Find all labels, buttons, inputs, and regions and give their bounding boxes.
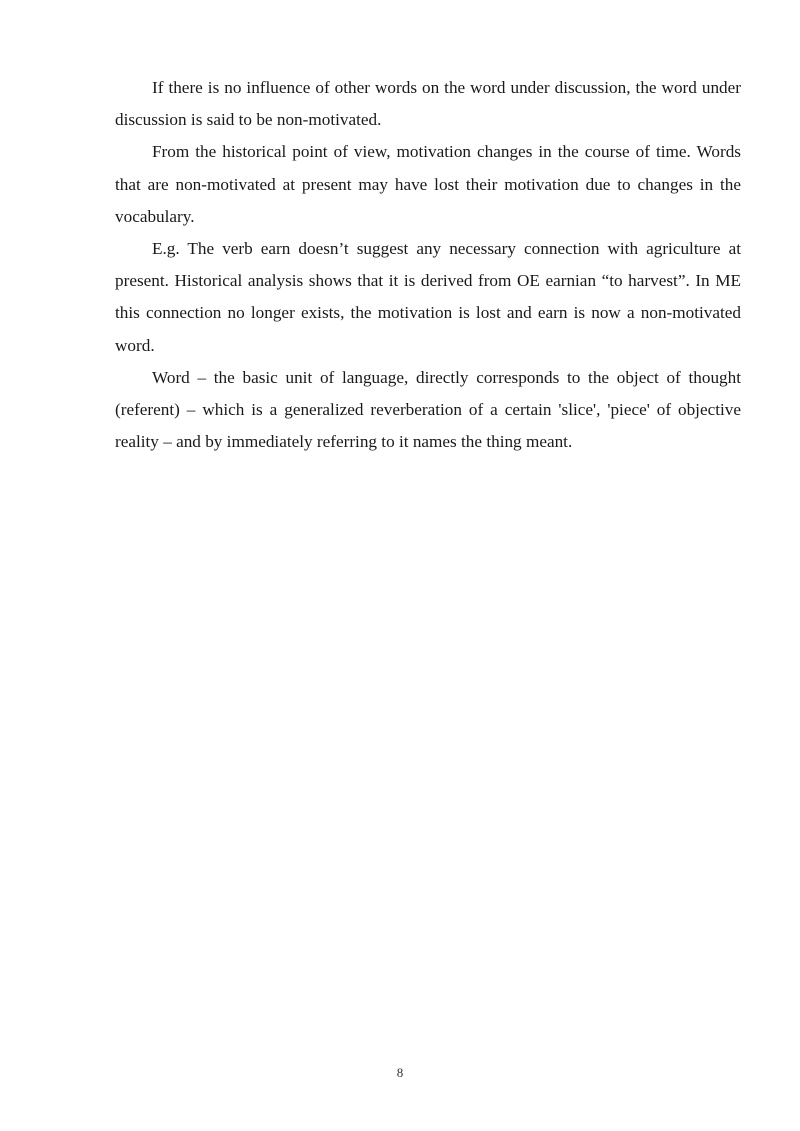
paragraph-earn-example: E.g. The verb earn doesn’t suggest any necessary connection with agriculture at present. Historical analysis shows that it is derived from OE earnian “to harvest”. In ME this connection no longer exists, the motivation is lost and earn is now a non-motivated word. xyxy=(115,239,741,355)
paragraph-word-definition: Word – the basic unit of language, directly corresponds to the object of thought (referent) – which is a generalized reverberation of a certain 'slice', 'piece' of objective reality – and by immediately referring to it names the thing meant. xyxy=(115,367,741,452)
page-number: 8 xyxy=(396,1065,404,1080)
paragraph-non-motivated: If there is no influence of other words on the word under discussion, the word under discussion is said to be non-motivated. xyxy=(115,78,741,130)
body-text xyxy=(115,72,741,458)
paragraph-historical-motivation: From the historical point of view, motivation changes in the course of time. Words that are non-motivated at present may have lost their motivation due to changes in the vocabulary. xyxy=(115,142,741,226)
